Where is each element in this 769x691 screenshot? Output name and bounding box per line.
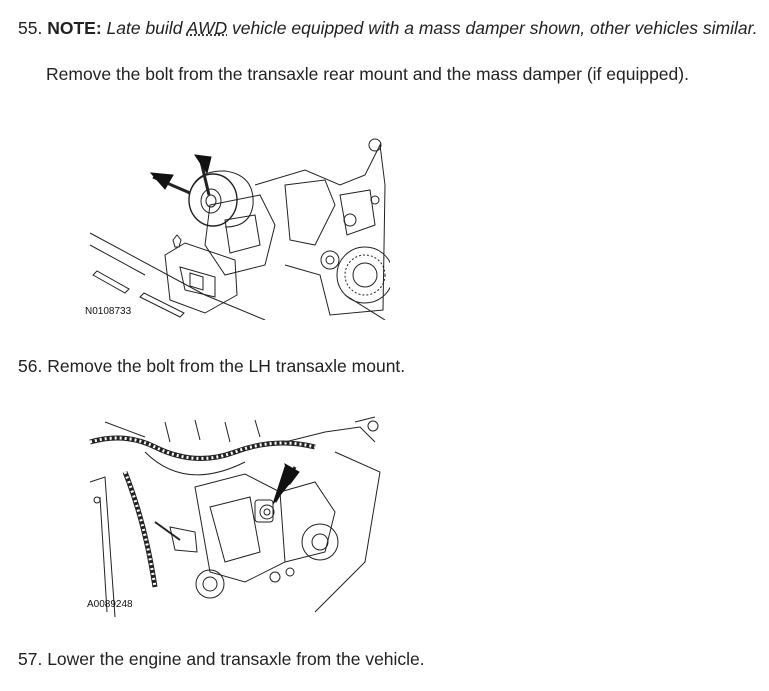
step-57-instruction [18, 649, 425, 670]
step-55-number: 55. [18, 18, 43, 38]
note-text-pre: Late build [106, 18, 183, 38]
step-55-instruction: Remove the bolt from the transaxle rear mount and the mass damper (if equipped). [46, 64, 689, 84]
note-text-post: vehicle equipped with a mass damper shown, other vehicles similar. [232, 18, 758, 38]
figure-id-label: A0089248 [87, 599, 133, 610]
step-55-note [18, 18, 758, 39]
figure-transaxle-rear-mount [85, 125, 390, 320]
figure-id-label: N0108733 [85, 306, 132, 317]
step-56-number: 56. [18, 356, 43, 376]
step-57-number: 57. [18, 649, 43, 669]
step-56-instruction [18, 356, 405, 377]
step-56-text: Remove the bolt from the LH transaxle mount. [47, 356, 406, 376]
step-57-text: Lower the engine and transaxle from the vehicle. [47, 649, 425, 669]
figure-lh-transaxle-mount [85, 412, 385, 617]
awd-abbreviation[interactable]: AWD [186, 18, 228, 38]
note-label: NOTE: [47, 18, 102, 38]
